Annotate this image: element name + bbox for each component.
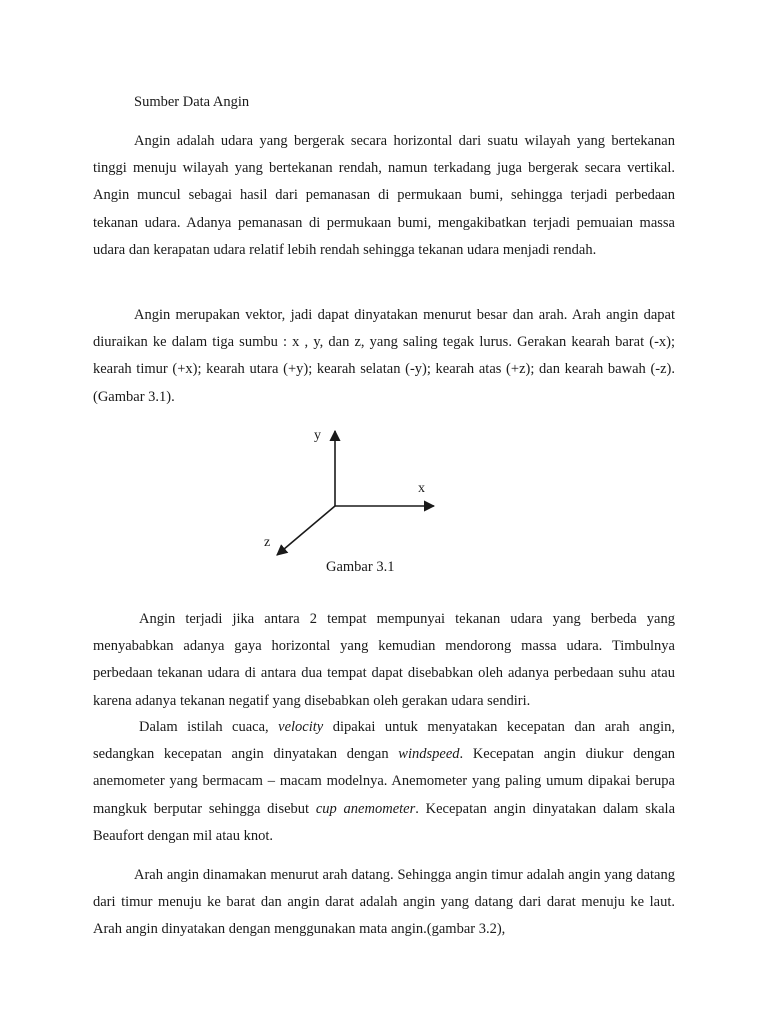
axis-diagram [260,420,460,560]
z-axis-line [277,506,335,555]
velocity-text-2: dipakai untuk menyatakan kecepatan dan arah angin, sedangkan kecepatan angin dinyatakan dengan [93,719,675,763]
velocity-term: velocity [278,719,324,735]
paragraph-wind-cause: Angin terjadi jika antara 2 tempat mempunyai tekanan udara yang berbeda yang menyababkan adanya gaya horizontal yang kemudian mendorong massa udara. Timbulnya perbedaan tekanan udara di antara dua tempat dapat disebabkan oleh adanya perbedaan suhu atau karena adanya tekanan negatif yang disebabkan oleh gerakan udara sendiri. [93,611,675,709]
velocity-text-4: . Kecepatan angin dinyatakan dalam skala Beaufort dengan mil atau knot. [93,800,676,844]
velocity-text-1: Dalam istilah cuaca, [139,719,279,735]
z-axis-label: z [264,535,271,550]
windspeed-term: windspeed [398,746,460,763]
paragraph-wind-direction: Arah angin dinamakan menurut arah datang. Sehingga angin timur adalah angin yang datang dari timur menuju ke barat dan angin darat adalah angin yang datang dari darat menuju ke laut. Arah angin dinyatakan dengan menggunakan mata angin.(gambar 3.2), [93,867,675,938]
paragraph-wind-definition: Angin adalah udara yang bergerak secara horizontal dari suatu wilayah yang bertekanan tinggi menuju wilayah yang bertekanan rendah, namun terkadang juga bergerak secara vertikal. Angin muncul sebagai hasil dari pemanasan di permukaan bumi, sehingga terjadi perbedaan tekanan udara. Adanya pemanasan di permukaan bumi, mengakibatkan terjadi pemuaian massa udara dan kerapatan udara relatif lebih rendah sehingga tekanan udara menjadi rendah. [93,133,675,258]
velocity-text-3: . Kecepatan angin diukur dengan anemometer yang bermacam – macam modelnya. Anemometer yang paling umum dipakai berupa mangkuk berputar sehingga disebut [93,746,676,817]
section-heading: Sumber Data Angin [134,94,250,110]
paragraph-wind-vector: Angin merupakan vektor, jadi dapat dinyatakan menurut besar dan arah. Arah angin dapat diuraikan ke dalam tiga sumbu : x , y, dan z, yang saling tegak lurus. Gerakan kearah barat (-x); kearah timur (+x); kearah utara (+y); kearah selatan (-y); kearah atas (+z); dan kearah bawah (-z). (Gambar 3.1). [93,307,675,405]
x-axis-label: x [418,481,425,496]
figure-caption: Gambar 3.1 [326,559,395,575]
cup-anemometer-term: cup anemometer [315,800,416,817]
y-axis-label: y [314,428,321,443]
paragraph-velocity [93,714,675,850]
